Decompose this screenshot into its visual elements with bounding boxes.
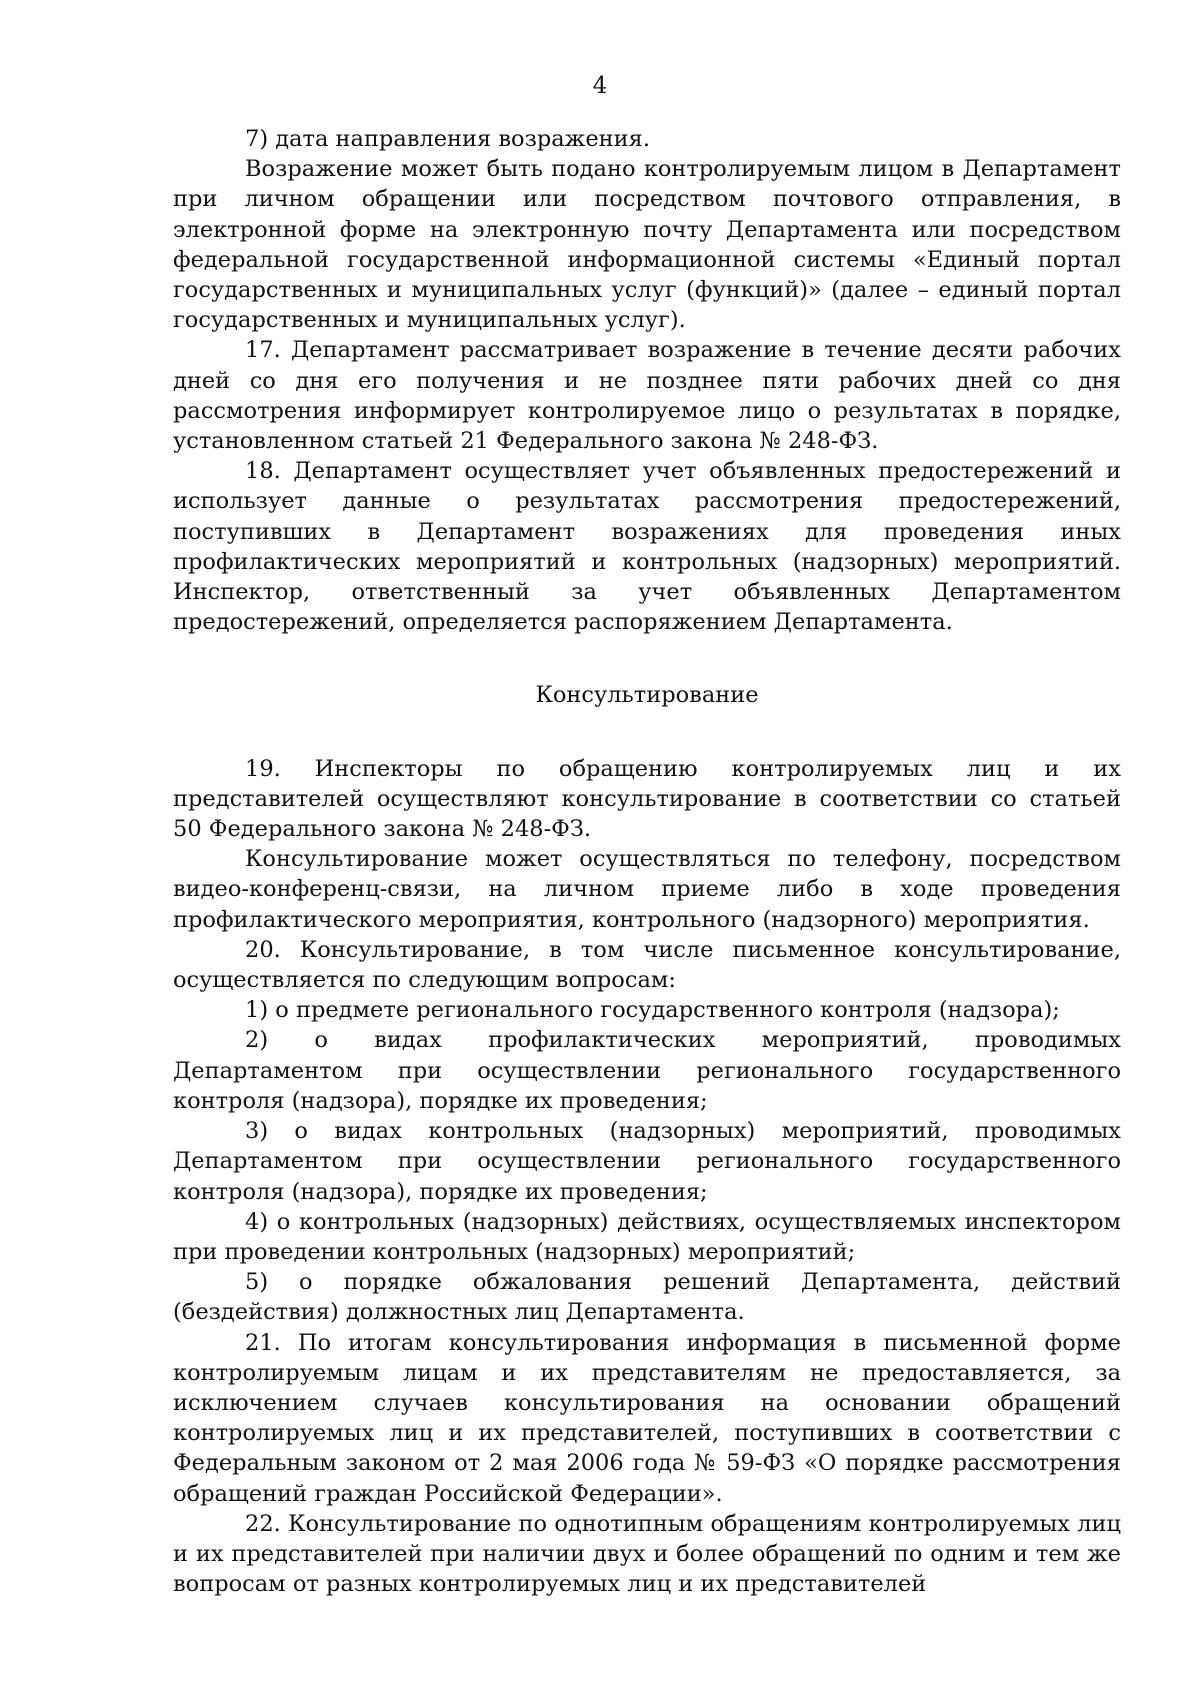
list-item-1: 1) о предмете регионального государственного контроля (надзора); [245, 997, 1060, 1024]
paragraph-22: 22. Консультирование по однотипным обращениям контролируемых лиц и их представителей при наличии двух и более обращений по одним и тем же вопросам от разных контролируемых лиц и их представителей [173, 1510, 1121, 1598]
paragraph-consulting-methods: Консультирование может осуществляться по телефону, посредством видео-конференц-связи, на личном приеме либо в ходе проведения профилактического мероприятия, контрольного (надзорного) мероприятия. [173, 846, 1121, 933]
page-number: 4 [592, 73, 608, 99]
list-item-4: 4) о контрольных (надзорных) действиях, осуществляемых инспектором при проведении контрольных (надзорных) мероприятий; [173, 1208, 1121, 1265]
document-body [173, 124, 1121, 1599]
paragraph-21: 21. По итогам консультирования информация в письменной форме контролируемым лицам и их представителям не предоставляется, за исключением случаев консультирования на основании обращений контролируемых лиц и их представителей, поступивших в соответствии с Федеральным законом от 2 мая 2006 года № 59-ФЗ «О порядке рассмотрения обращений граждан Российской Федерации». [173, 1329, 1121, 1507]
list-item-2: 2) о видах профилактических мероприятий, проводимых Департаментом при осуществлении регионального государственного контроля (надзора), порядке их проведения; [173, 1027, 1121, 1114]
list-item-3: 3) о видах контрольных (надзорных) мероприятий, проводимых Департаментом при осуществлении регионального государственного контроля (надзора), порядке их проведения; [173, 1118, 1121, 1205]
paragraph-18: 18. Департамент осуществляет учет объявленных предостережений и использует данные о результатах рассмотрения предостережений, поступивших в Департамент возражениях для проведения иных профилактических мероприятий и контрольных (надзорных) мероприятий. Инспектор, ответственный за учет объявленных Департаментом предостережений, определяется распоряжением Департамента. [173, 458, 1121, 636]
paragraph-17: 17. Департамент рассматривает возражение в течение десяти рабочих дней со дня его получения и не позднее пяти рабочих дней со дня рассмотрения информирует контролируемое лицо о результатах в порядке, установленном статьей 21 Федерального закона № 248-ФЗ. [173, 337, 1121, 455]
paragraph-objection-submission: Возражение может быть подано контролируемым лицом в Департамент при личном обращении или посредством почтового отправления, в электронной форме на электронную почту Департамента или посредством федеральной государственной информационной системы «Единый портал государственных и муниципальных услуг (функций)» (далее – единый портал государственных и муниципальных услуг). [173, 156, 1121, 334]
paragraph-20: 20. Консультирование, в том числе письменное консультирование, осуществляется по следующим вопросам: [173, 936, 1121, 994]
list-item-5: 5) о порядке обжалования решений Департамента, действий (бездействия) должностных лиц Департамента. [173, 1269, 1121, 1326]
paragraph-item-7: 7) дата направления возражения. [245, 126, 651, 152]
paragraph-19: 19. Инспекторы по обращению контролируемых лиц и их представителей осуществляют консультирование в соответствии со статьей 50 Федерального закона № 248-ФЗ. [173, 755, 1121, 843]
section-heading-consulting: Консультирование [535, 682, 759, 709]
